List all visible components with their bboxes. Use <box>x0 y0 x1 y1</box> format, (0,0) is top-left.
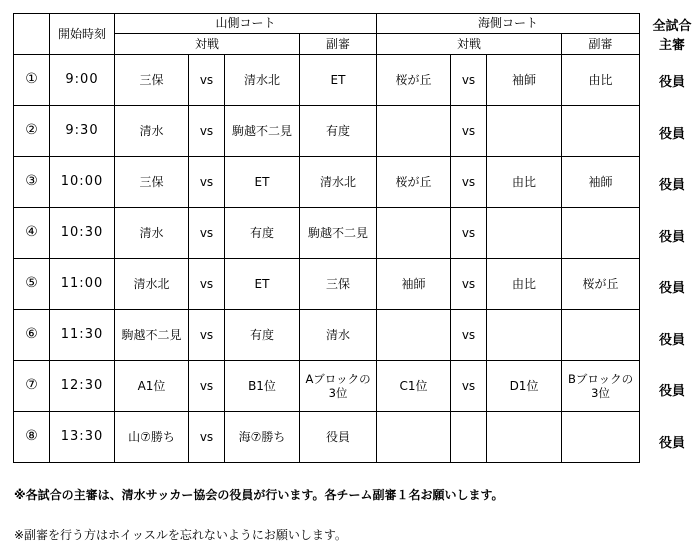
umi-court-header: 海側コート <box>377 14 640 34</box>
match-row <box>14 412 640 463</box>
match-number: ② <box>14 106 50 157</box>
match-number: ③ <box>14 157 50 208</box>
umi-team-a: 桜が丘 <box>377 55 451 106</box>
organizer-cell: 役員 <box>658 229 685 245</box>
yama-referee: 役員 <box>300 412 377 463</box>
yama-referee <box>300 361 377 412</box>
umi-referee <box>562 412 640 463</box>
yama-team-a: 山⑦勝ち <box>115 412 189 463</box>
start-time: 10:30 <box>50 208 115 259</box>
umi-referee <box>562 310 640 361</box>
umi-referee: 桜が丘 <box>562 259 640 310</box>
yama-match-header: 対戦 <box>115 34 300 55</box>
umi-team-b <box>487 412 562 463</box>
umi-vs: vs <box>451 157 487 208</box>
yama-team-a: 三保 <box>115 157 189 208</box>
umi-team-b: 由比 <box>487 259 562 310</box>
match-row <box>14 310 640 361</box>
umi-match-header: 対戦 <box>377 34 562 55</box>
organizer-cell: 役員 <box>658 75 685 90</box>
schedule-body <box>14 55 640 463</box>
yama-team-b: 海⑦勝ち <box>225 412 300 463</box>
umi-team-b <box>487 208 562 259</box>
umi-team-a: 袖師 <box>377 259 451 310</box>
match-row <box>14 55 640 106</box>
yama-vs: vs <box>189 310 225 361</box>
yama-vs: vs <box>189 106 225 157</box>
umi-referee: 由比 <box>562 55 640 106</box>
yama-referee: 有度 <box>300 106 377 157</box>
match-row <box>14 106 640 157</box>
start-time: 11:30 <box>50 310 115 361</box>
match-row <box>14 208 640 259</box>
yama-referee: 三保 <box>300 259 377 310</box>
yama-team-a: 清水 <box>115 106 189 157</box>
yama-referee: ET <box>300 55 377 106</box>
umi-team-b: D1位 <box>487 361 562 412</box>
umi-team-b: 由比 <box>487 157 562 208</box>
umi-vs: vs <box>451 55 487 106</box>
organizer-header <box>644 17 700 55</box>
yama-team-b: 有度 <box>225 208 300 259</box>
umi-vs: vs <box>451 259 487 310</box>
umi-referee <box>562 208 640 259</box>
start-time-header: 開始時刻 <box>50 14 115 55</box>
yama-vs: vs <box>189 157 225 208</box>
match-row <box>14 259 640 310</box>
yama-team-a: 清水北 <box>115 259 189 310</box>
corner-cell <box>14 14 50 55</box>
umi-team-a: 桜が丘 <box>377 157 451 208</box>
organizer-cell: 役員 <box>658 178 685 193</box>
yama-team-a: 駒越不二見 <box>115 310 189 361</box>
start-time: 13:30 <box>50 412 115 463</box>
organizer-cell: 役員 <box>658 126 685 142</box>
match-number: ⑥ <box>14 310 50 361</box>
yama-team-b: 駒越不二見 <box>225 106 300 157</box>
yama-referee: 清水 <box>300 310 377 361</box>
whistle-note: ※副審を行う方はホイッスルを忘れないようにお願いします。 <box>14 528 347 542</box>
start-time: 10:00 <box>50 157 115 208</box>
yama-vs: vs <box>189 208 225 259</box>
organizer-header-line2: 主審 <box>658 38 685 53</box>
umi-vs: vs <box>451 310 487 361</box>
organizer-cell: 役員 <box>658 435 685 451</box>
umi-team-b <box>487 310 562 361</box>
umi-team-b <box>487 106 562 157</box>
organizer-header-line1: 全試合 <box>652 19 692 34</box>
umi-vs: vs <box>451 361 487 412</box>
umi-team-a <box>377 310 451 361</box>
umi-team-a <box>377 208 451 259</box>
umi-vs <box>451 412 487 463</box>
umi-referee-line2: 3位 <box>591 386 610 400</box>
yama-court-header: 山側コート <box>115 14 377 34</box>
yama-vs: vs <box>189 259 225 310</box>
umi-referee-line1: Bブロックの <box>567 371 634 386</box>
yama-referee-header: 副審 <box>300 34 377 55</box>
umi-referee: 袖師 <box>562 157 640 208</box>
header-row-1 <box>14 14 640 34</box>
umi-referee-header: 副審 <box>562 34 640 55</box>
yama-referee-line1: Aブロックの <box>305 371 371 386</box>
umi-team-a <box>377 412 451 463</box>
organizer-cell: 役員 <box>658 281 685 296</box>
match-row <box>14 361 640 412</box>
yama-team-b: ET <box>225 157 300 208</box>
yama-team-b: B1位 <box>225 361 300 412</box>
yama-team-a: 清水 <box>115 208 189 259</box>
start-time: 12:30 <box>50 361 115 412</box>
organizer-cell: 役員 <box>658 384 685 399</box>
umi-referee <box>562 361 640 412</box>
organizer-note: ※各試合の主審は、清水サッカー協会の役員が行います。各チーム副審１名お願いします。 <box>14 488 504 502</box>
yama-referee-line2: 3位 <box>328 386 348 400</box>
match-number: ⑤ <box>14 259 50 310</box>
yama-team-a: 三保 <box>115 55 189 106</box>
umi-team-a <box>377 106 451 157</box>
start-time: 11:00 <box>50 259 115 310</box>
start-time: 9:30 <box>50 106 115 157</box>
start-time: 9:00 <box>50 55 115 106</box>
umi-team-a: C1位 <box>377 361 451 412</box>
match-number: ⑧ <box>14 412 50 463</box>
match-number: ① <box>14 55 50 106</box>
match-number: ④ <box>14 208 50 259</box>
organizer-cell: 役員 <box>658 332 685 348</box>
yama-referee: 駒越不二見 <box>300 208 377 259</box>
match-number: ⑦ <box>14 361 50 412</box>
yama-team-b: 有度 <box>225 310 300 361</box>
umi-vs: vs <box>451 208 487 259</box>
yama-referee: 清水北 <box>300 157 377 208</box>
yama-team-b: ET <box>225 259 300 310</box>
match-row <box>14 157 640 208</box>
yama-team-b: 清水北 <box>225 55 300 106</box>
yama-vs: vs <box>189 55 225 106</box>
yama-team-a: A1位 <box>115 361 189 412</box>
umi-referee <box>562 106 640 157</box>
yama-vs: vs <box>189 361 225 412</box>
schedule-table <box>13 13 640 463</box>
umi-team-b: 袖師 <box>487 55 562 106</box>
umi-vs: vs <box>451 106 487 157</box>
yama-vs: vs <box>189 412 225 463</box>
